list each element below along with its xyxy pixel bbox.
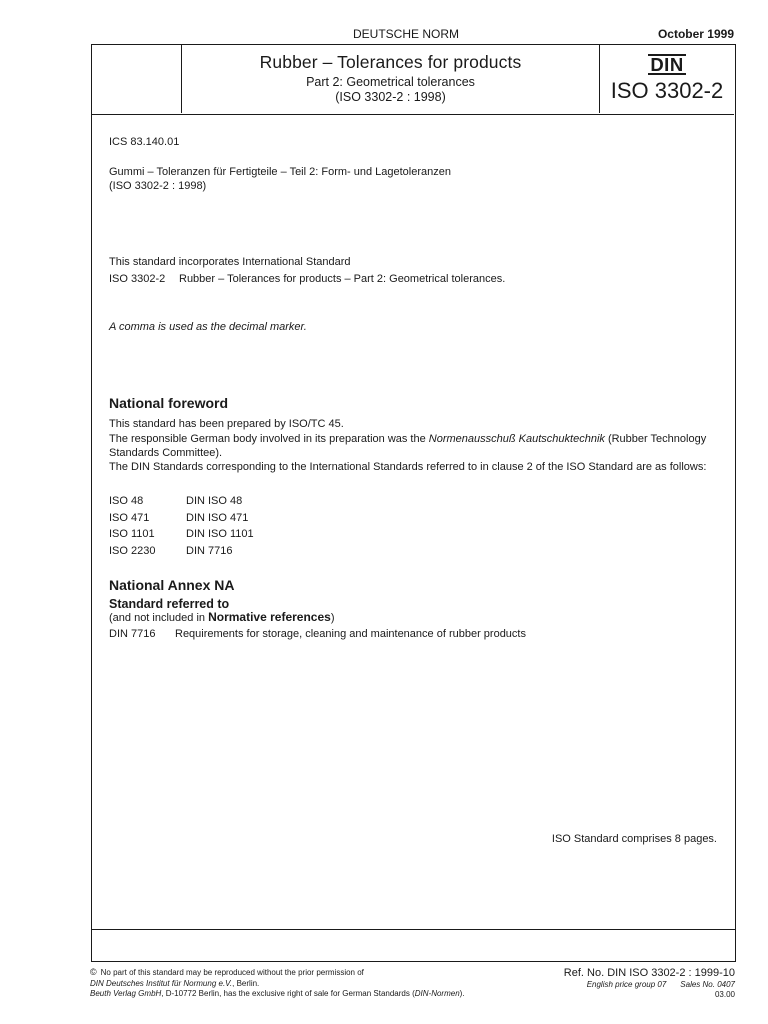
- reference-table: [109, 493, 254, 559]
- footer-rule: [91, 929, 736, 930]
- annex-note-bold: Normative references: [208, 610, 331, 624]
- header-row: [92, 45, 734, 115]
- reference-iso: ISO 471: [109, 511, 150, 524]
- price-line: [564, 980, 735, 989]
- annex-note-pre: (and not included in: [109, 612, 209, 624]
- document-iso-ref: (ISO 3302-2 : 1998): [335, 90, 446, 104]
- reference-number: Ref. No. DIN ISO 3302-2 : 1999-10: [563, 967, 735, 979]
- annex-heading: National Annex NA: [109, 577, 235, 593]
- reference-iso: ISO 2230: [109, 544, 156, 557]
- incorporated-code: ISO 3302-2: [109, 273, 166, 285]
- decimal-note: A comma is used as the decimal marker.: [109, 321, 307, 333]
- reference-din: DIN ISO 48: [186, 495, 243, 507]
- header-number-cell: [600, 45, 734, 113]
- foreword-line-1: This standard has been prepared by ISO/TC 45.: [109, 418, 344, 430]
- annex-reference: [109, 628, 526, 640]
- din-logo: DIN: [650, 54, 684, 75]
- standard-number: ISO 3302-2: [610, 78, 724, 103]
- foreword-line-2-pre: The responsible German body involved in its preparation was the: [109, 433, 429, 445]
- copyright-line-1: [90, 967, 465, 979]
- incorporates-text: This standard incorporates International Standard: [109, 256, 351, 268]
- annex-note-post: ): [330, 612, 335, 624]
- page-count-note: ISO Standard comprises 8 pages.: [551, 833, 717, 845]
- copyright-block: [90, 967, 465, 1000]
- german-title-line: Gummi – Toleranzen für Fertigteile – Teil 2: Form- und Lagetoleranzen: [109, 166, 451, 178]
- beuth-verlag: Beuth Verlag GmbH: [90, 989, 162, 998]
- annex-reference-title: Requirements for storage, cleaning and maintenance of rubber products: [175, 628, 526, 640]
- copyright-line-2: [90, 979, 465, 990]
- reference-block: [564, 967, 735, 999]
- copyright-text: No part of this standard may be reproduced without the prior permission of: [100, 968, 364, 977]
- foreword-line-2: [109, 433, 719, 460]
- german-title: [109, 166, 719, 193]
- foreword-line-3: The DIN Standards corresponding to the International Standards referred to in clause 2 of the ISO Standard are as follows:: [109, 461, 707, 473]
- foreword-line-2-post: (Rubber Technology Standards Committee).: [109, 433, 707, 459]
- copyright-line-3: [90, 989, 465, 1000]
- annex-note: [109, 610, 334, 624]
- price-group: English price group 07: [586, 980, 667, 989]
- copyright-line-3-mid: , D-10772 Berlin, has the exclusive right of sale for German Standards (: [161, 989, 415, 998]
- reference-row: [109, 543, 254, 560]
- din-institute: DIN Deutsches Institut für Normung e.V.: [90, 978, 233, 988]
- header-title-cell: [182, 45, 600, 113]
- document-part: Part 2: Geometrical tolerances: [306, 75, 475, 89]
- document-title: Rubber – Tolerances for products: [259, 52, 522, 72]
- copyright-line-2-post: , Berlin.: [232, 978, 260, 988]
- reference-row: [109, 510, 254, 527]
- german-title-ref: (ISO 3302-2 : 1998): [109, 179, 207, 192]
- reference-iso: ISO 48: [109, 495, 144, 507]
- reference-din: DIN ISO 471: [186, 511, 249, 524]
- copyright-icon: ©: [90, 967, 97, 977]
- incorporated-standard: [109, 273, 505, 287]
- header-left-cell: [92, 45, 182, 113]
- reference-row: [109, 526, 254, 543]
- top-line: [0, 27, 768, 43]
- reference-din: DIN 7716: [186, 544, 233, 557]
- reference-din: DIN ISO 1101: [186, 528, 254, 540]
- din-normen: DIN-Normen: [414, 989, 460, 998]
- reference-row: [109, 493, 254, 510]
- series-label: DEUTSCHE NORM: [352, 27, 459, 41]
- annex-subheading: Standard referred to: [109, 597, 230, 611]
- print-code: 03.00: [714, 990, 735, 999]
- sales-number: Sales No. 0407: [680, 980, 735, 989]
- ics-code: ICS 83.140.01: [109, 136, 180, 148]
- issue-date: October 1999: [657, 27, 734, 41]
- copyright-line-3-post: ).: [459, 989, 465, 998]
- foreword-heading: National foreword: [109, 395, 229, 411]
- reference-iso: ISO 1101: [109, 528, 155, 540]
- committee-name: Normenausschuß Kautschuktechnik: [428, 433, 605, 445]
- incorporated-title: Rubber – Tolerances for products – Part 2: Geometrical tolerances.: [179, 273, 506, 285]
- annex-reference-code: DIN 7716: [109, 628, 156, 640]
